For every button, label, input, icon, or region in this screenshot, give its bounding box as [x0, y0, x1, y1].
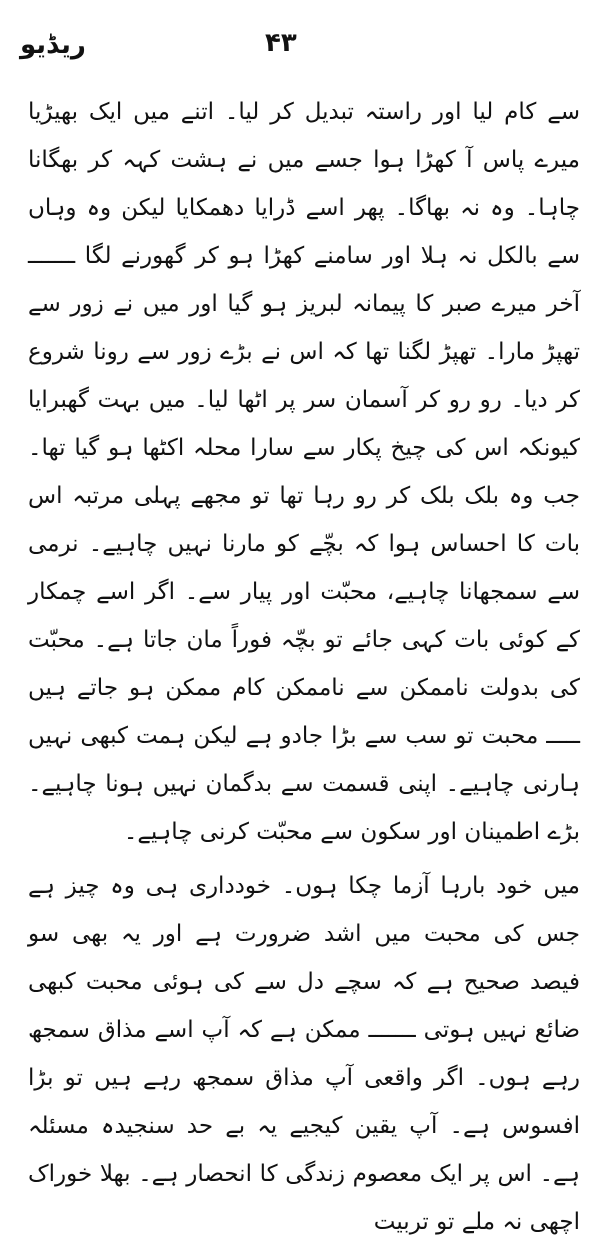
running-head: ریڈیو: [20, 30, 86, 60]
paragraph: سے کام لیا اور راستہ تبدیل کر لیا۔ اتنے میں ایک بھیڑیا میرے پاس آ کھڑا ہوا جسے میں نے ہشت کہہ کر بھگانا چاہا۔ وہ نہ بھاگا۔ پھر اسے ڈرایا دھمکایا لیکن وہ وہاں سے بالکل نہ ہلا اور سامنے کھڑا ہو کر گھورنے لگا ـــــــ آخر میرے صبر کا پیمانہ لبریز ہو گیا اور میں نے زور سے تھپڑ مارا۔ تھپڑ لگنا تھا کہ اس نے بڑے زور سے رونا شروع کر دیا۔ رو رو کر آسمان سر پر اٹھا لیا۔ میں بہت گھبرایا کیونکہ اس کی چیخ پکار سے سارا محلہ اکٹھا ہو گیا تھا۔ جب وہ بلک بلک کر رو رہا تھا تو مجھے پہلی مرتبہ اس بات کا احساس ہوا کہ بچّے کو مارنا نہیں چاہیے۔ نرمی سے سمجھانا چاہیے، محبّت اور پیار سے۔ اگر اسے چمکار کے کوئی بات کہی جائے تو بچّہ فوراً مان جاتا ہے۔ محبّت کی بدولت ناممکن سے ناممکن کام ممکن ہو جاتے ہیں ـــــ محبت تو سب سے بڑا جادو ہے لیکن ہمت کبھی نہیں ہارنی چاہیے۔ اپنی قسمت سے بدگمان نہیں ہونا چاہیے۔ بڑے اطمینان اور سکون سے محبّت کرنی چاہیے۔: [28, 99, 580, 845]
page-header: [0, 18, 600, 78]
body-text: [28, 88, 580, 1235]
paragraph: میں خود بارہا آزما چکا ہوں۔ خودداری ہی وہ چیز ہے جس کی محبت میں اشد ضرورت ہے اور یہ بھی سو فیصد صحیح ہے کہ سچے دل سے کی ہوئی محبت کبھی ضائع نہیں ہوتی ـــــــ ممکن ہے کہ آپ اسے مذاق سمجھ رہے ہوں۔ اگر واقعی آپ مذاق سمجھ رہے ہیں تو بڑا افسوس ہے۔ آپ یقین کیجیے یہ بے حد سنجیدہ مسئلہ ہے۔ اس پر ایک معصوم زندگی کا انحصار ہے۔ بھلا خوراک اچھی نہ ملے تو تربیت: [28, 873, 580, 1235]
page-number: ۴۳: [265, 28, 297, 58]
